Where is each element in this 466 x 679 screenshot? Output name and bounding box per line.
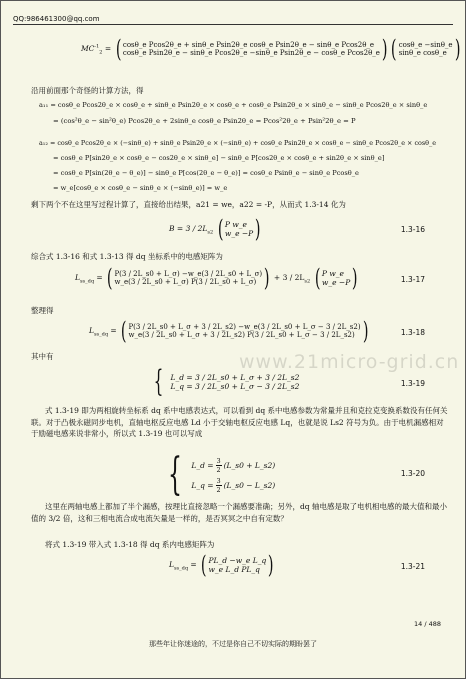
eq20-frac2-den: 2 [216,485,221,494]
matrix-mc-row1: cosθ_e Pcos2θ_e + sinθ_e Psin2θ_e cosθ_e Psin2θ_e − sinθ_e Pcos2θ_e [122,41,375,49]
eq-1-3-21: $L_{ss\_dq}$ = ( PL_d −w_e L_q w_e L_d PL_q ) [169,551,274,579]
eq17-row1: P(3 / 2L_s0 + L_σ) −w_e(3 / 2L_s0 + L_σ) [114,270,263,278]
eq-mc-inverse: $MC^{-1}_2$ = ( cosθ_e Pcos2θ_e + sinθ_e Psin2θ_e cosθ_e Psin2θ_e − sinθ_e Pcos2θ_e cosθ_e Psin2θ_e − sinθ_e Pcos2θ_e −sinθ_e Psin2θ_e − cosθ_e Pcos2θ_e ) ( cosθ_e −sinθ_e sinθ_e cosθ_e ) [81,35,461,63]
text-substitute: 将式 1.3-19 带入式 1.3-18 得 dq 系内电感矩阵为 [45,540,215,549]
eq17-sub: ss_dq [79,278,95,285]
matrix-mc-row2: cosθ_e Psin2θ_e − sinθ_e Pcos2θ_e −sinθ_e Psin2θ_e − cosθ_e Pcos2θ_e [122,49,380,57]
eq17-plus-sub: s2 [304,278,311,285]
eq-1-3-18: $L_{ss\_dq}$ = ( P(3 / 2L_s0 + L_σ + 3 / 2L_s2) −w_e(3 / 2L_s0 + L_σ − 3 / 2L_s2) w_e(3 / 2L_s0 + L_σ + 3 / 2L_s2) P(3 / 2L_s0 + L_σ − 3 / 2L_s2) ) [89,317,369,345]
header-email: QQ:986461300@qq.com [13,15,453,25]
eq-number-1-3-17: 1.3-17 [400,275,425,284]
eq20-line2-lhs: L_q = [191,480,214,490]
eq20-line2-rhs: (L_s0 − L_s2) [223,480,276,490]
eq21-row2: w_e L_d PL_q [208,565,260,574]
eq16-lhs: B = 3 / 2L [169,224,208,233]
eq18-row1: P(3 / 2L_s0 + L_σ + 3 / 2L_s2) −w_e(3 / 2L_s0 + L_σ − 3 / 2L_s2) [128,323,361,331]
eq-mc-sub: 2 [99,49,103,56]
eq18-row2: w_e(3 / 2L_s0 + L_σ + 3 / 2L_s2) P(3 / 2L_s0 + L_σ − 3 / 2L_s2) [128,331,355,339]
a12-line2: = cosθ_e P[sin2θ_e × cosθ_e − cos2θ_e × sinθ_e] − sinθ_e P[cos2θ_e × cosθ_e + sin2θ_e × sinθ_e] [53,154,385,162]
text-remaining: 剩下两个不在这里写过程计算了，直接给出结果，a21 = we，a22 = -P，从而式 1.3-14 化为 [31,200,346,209]
eq20-frac-den: 2 [216,465,221,474]
eq20-line1-rhs: (L_s0 + L_s2) [223,460,276,470]
eq19-line2: L_q = 3 / 2L_s0 + L_σ − 3 / 2L_s2 [170,382,300,391]
eq20-frac2-num: 3 [216,476,221,485]
eq-number-1-3-18: 1.3-18 [400,328,425,337]
eq-number-1-3-16: 1.3-16 [400,225,425,234]
eq18-lhs: L [89,326,94,335]
footer-quote: 那些年让你迷途的，不过是你自己不切实际的期盼罢了 [149,640,317,648]
eq21-row1: PL_d −w_e L_q [208,556,267,565]
paragraph-1-3-20: 这里在两轴电感上都加了半个漏感，按理比直接忽略一个漏感要准确；另外，dq 轴电感是取了电机相电感的最大值和最小值的 3/2 倍，这和三相电流合成电流矢量是一样的，是否冥冥之中自有定数？ [31,502,447,523]
eq16-sub: s2 [207,229,214,236]
matrix-rot-row1: cosθ_e −sinθ_e [398,41,453,49]
eq19-line1: L_d = 3 / 2L_s0 + L_σ + 3 / 2L_s2 [170,373,300,382]
matrix-rot-row2: sinθ_e cosθ_e [398,49,447,57]
a11-line1: a₁₁ = cosθ_e Pcos2θ_e × cosθ_e + sinθ_e Psin2θ_e × cosθ_e + cosθ_e Psin2θ_e × sinθ_e − sinθ_e Pcos2θ_e × sinθ_e [39,101,428,109]
eq20-line1-lhs: L_d = [191,460,214,470]
eq-1-3-17: $L_{ss\_dq}$ = ( P(3 / 2L_s0 + L_σ) −w_e(3 / 2L_s0 + L_σ) w_e(3 / 2L_s0 + L_σ) P(3 / 2L_s0 + L_σ) ) + $3 / 2L_{s2}$ ( P w_e w_e −P ) [75,264,358,292]
intro-text: 沿用前面那个奇怪的计算方法，得 [31,86,144,95]
eq17-m2-row1: P w_e [321,269,344,278]
eq-1-3-16: $B = 3 / 2L_{s2}$ ( P w_e w_e −P ) [169,215,261,243]
eq-number-1-3-20: 1.3-20 [400,469,425,478]
eq-number-1-3-19: 1.3-19 [400,379,425,388]
eq-number-1-3-21: 1.3-21 [400,562,425,571]
eq-mc-lhs: MC [81,44,95,53]
eq18-sub: ss_dq [93,331,109,338]
eq-1-3-20: { L_d = 3 2 (L_s0 + L_s2) L_q = 3 2 (L_s0 − L_s2) [168,449,276,500]
a12-line1: a₁₂ = cosθ_e Pcos2θ_e × (−sinθ_e) + sinθ_e Psin2θ_e × (−sinθ_e) + cosθ_e Psin2θ_e × cosθ_e − sinθ_e Pcos2θ_e × cosθ_e [39,139,436,147]
text-where: 其中有 [31,352,54,361]
eq-1-3-19: { L_d = 3 / 2L_s0 + L_σ + 3 / 2L_s2 L_q = 3 / 2L_s0 + L_σ − 3 / 2L_s2 [153,364,300,399]
eq17-row2: w_e(3 / 2L_s0 + L_σ) P(3 / 2L_s0 + L_σ) [114,278,257,286]
watermark: www.21micro-grid.cn [239,351,460,373]
a11-line2: = (cos²θ_e − sin²θ_e) Pcos2θ_e + 2sinθ_e cosθ_e Psin2θ_e = Pcos²2θ_e + Psin²2θ_e = P [53,117,356,125]
eq20-frac-num: 3 [216,456,221,465]
eq21-sub: ss_dq [173,565,189,572]
page-number: 14 / 488 [414,620,441,628]
text-combined: 综合式 1.3-16 和式 1.3-13 得 dq 坐标系中的电感矩阵为 [31,252,223,261]
paragraph-1-3-19: 式 1.3-19 即为两相旋转坐标系 dq 系中电感表达式，可以看到 dq 系中电感参数为常量并且和克拉克变换系数没有任何关联。对于凸极永磁同步电机，直轴电枢反应电感 Ld 小于交轴电枢反应电感 Lq，也就是说 Ls2 符号为负。由于电机漏感相对于励磁电感来说非常小，所以式 1.3-19 也可以写成 [31,406,448,439]
eq16-row1: P w_e [224,220,247,229]
text-organize: 整理得 [31,306,54,315]
eq17-m2-row2: w_e −P [321,278,351,287]
a12-line3: = cosθ_e P[sin(2θ_e − θ_e)] − sinθ_e P[cos(2θ_e − θ_e)] = cosθ_e Psinθ_e − sinθ_e Pcosθ_e [53,169,359,177]
eq17-plus: + 3 / 2L [273,273,305,282]
eq-mc-sup: -1 [94,43,100,50]
eq16-row2: w_e −P [224,229,254,238]
eq17-lhs: L [75,273,80,282]
matrix-mc: ( cosθ_e Pcos2θ_e + sinθ_e Psin2θ_e cosθ_e Psin2θ_e − sinθ_e Pcos2θ_e cosθ_e Psin2θ_e − sinθ_e Pcos2θ_e −sinθ_e Psin2θ_e − cosθ_e Pcos2θ_e ) ( cosθ_e −sinθ_e sinθ_e cosθ_e ) [115,35,461,63]
a12-line4: = w_e[cosθ_e × cosθ_e − sinθ_e × (−sinθ_e)] = w_e [53,184,228,192]
eq21-lhs: L [169,560,174,569]
